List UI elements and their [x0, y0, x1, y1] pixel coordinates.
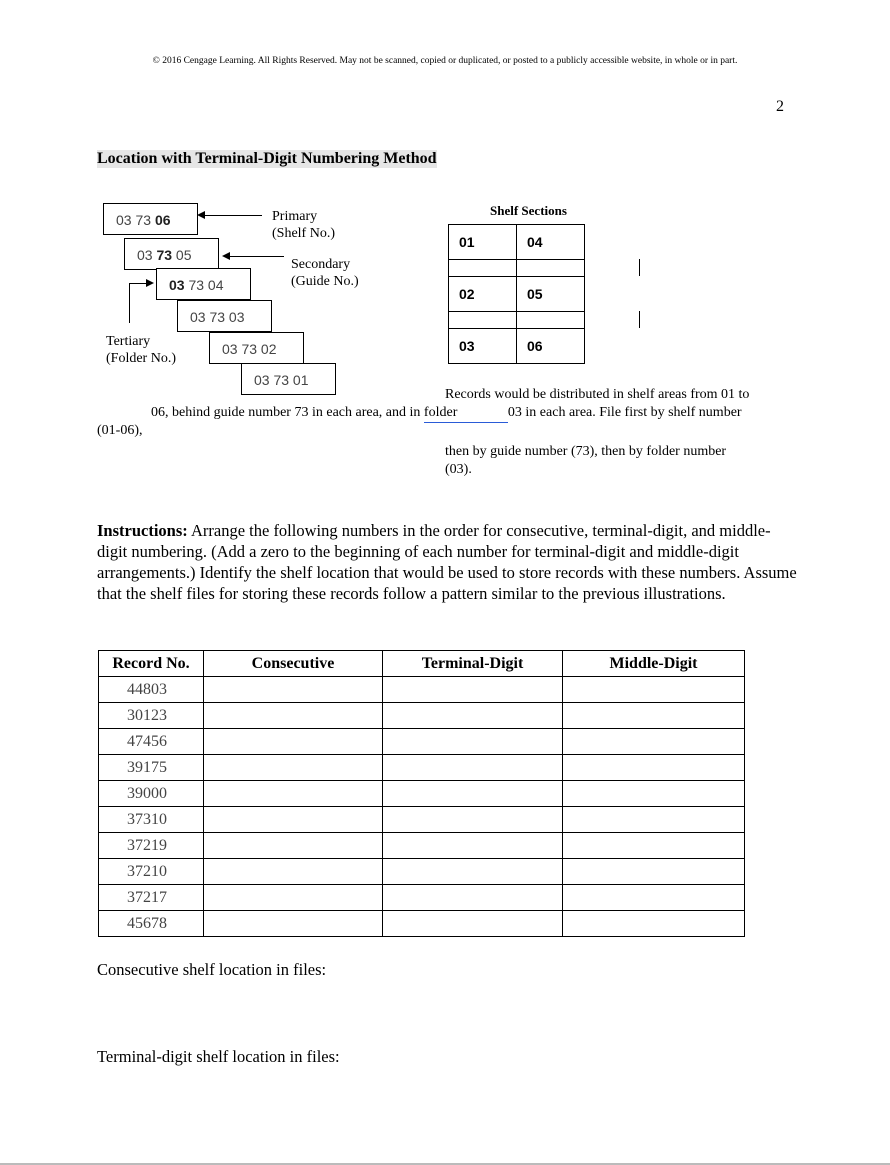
secondary-label: Secondary (Guide No.) — [291, 257, 359, 289]
column-header: Terminal-Digit — [383, 651, 563, 677]
middle-digit-cell[interactable] — [563, 677, 745, 703]
consecutive-label: Consecutive shelf location in files: — [97, 960, 327, 979]
consecutive-cell[interactable] — [204, 885, 383, 911]
folder-card: 03 73 02 — [209, 332, 304, 364]
explanation-text: 06, behind guide number 73 in each area, and in folder 03 in each area. File first by shelf number — [151, 404, 742, 423]
arrow-primary — [200, 215, 262, 216]
middle-digit-cell[interactable] — [563, 885, 745, 911]
explanation-text: (01-06), — [97, 423, 143, 438]
terminal-digit-cell[interactable] — [383, 885, 563, 911]
record-number: 37310 — [99, 807, 204, 833]
divider — [639, 259, 640, 276]
middle-digit-cell[interactable] — [563, 833, 745, 859]
shelf-title: Shelf Sections — [490, 203, 567, 218]
column-header: Consecutive — [204, 651, 383, 677]
arrow-tertiary-stem — [129, 283, 130, 323]
folder-card: 03 73 04 — [156, 268, 251, 300]
record-number: 39175 — [99, 755, 204, 781]
explanation-text: then by guide number (73), then by folder number — [445, 444, 727, 459]
folder-link[interactable]: folder — [424, 404, 508, 423]
consecutive-cell[interactable] — [204, 833, 383, 859]
table-row — [99, 703, 745, 729]
table-row — [99, 911, 745, 937]
shelf-cell: 06 — [517, 329, 585, 364]
middle-digit-cell[interactable] — [563, 807, 745, 833]
middle-digit-cell[interactable] — [563, 703, 745, 729]
shelf-cell: 03 — [449, 329, 517, 364]
consecutive-cell[interactable] — [204, 729, 383, 755]
terminal-label: Terminal-digit shelf location in files: — [97, 1047, 340, 1066]
folder-card: 03 73 03 — [177, 300, 272, 332]
shelf-cell: 04 — [517, 225, 585, 260]
consecutive-cell[interactable] — [204, 807, 383, 833]
middle-digit-cell[interactable] — [563, 859, 745, 885]
middle-digit-cell[interactable] — [563, 729, 745, 755]
consecutive-cell[interactable] — [204, 703, 383, 729]
terminal-digit-cell[interactable] — [383, 833, 563, 859]
consecutive-cell[interactable] — [204, 911, 383, 937]
shelf-cell: 01 — [449, 225, 517, 260]
shelf-sections-table — [448, 224, 585, 364]
folder-card: 03 73 06 — [103, 203, 198, 235]
arrowhead-icon — [197, 211, 205, 219]
table-row — [99, 755, 745, 781]
table-row — [99, 885, 745, 911]
terminal-digit-cell[interactable] — [383, 911, 563, 937]
record-number: 39000 — [99, 781, 204, 807]
page-number: 2 — [776, 98, 784, 115]
instructions: Instructions: Arrange the following numbers in the order for consecutive, terminal-digit, and middle-digit numbering. (Add a zero to the beginning of each number for terminal-digit and middle-digit arrangements.) Identify the shelf location that would be used to store records with these numbers. Assume that the shelf files for storing these records follow a pattern similar to the previous illustrations. — [97, 521, 797, 603]
terminal-digit-cell[interactable] — [383, 755, 563, 781]
column-header: Middle-Digit — [563, 651, 745, 677]
arrowhead-icon — [222, 252, 230, 260]
terminal-digit-cell[interactable] — [383, 729, 563, 755]
consecutive-cell[interactable] — [204, 859, 383, 885]
middle-digit-cell[interactable] — [563, 911, 745, 937]
record-number: 37219 — [99, 833, 204, 859]
explanation-text: (03). — [445, 462, 472, 477]
copyright-notice: © 2016 Cengage Learning. All Rights Reserved. May not be scanned, copied or duplicated, or posted to a publicly accessible website, in whole or in part. — [152, 56, 738, 66]
folder-card: 03 73 01 — [241, 363, 336, 395]
table-row — [99, 859, 745, 885]
record-number: 30123 — [99, 703, 204, 729]
table-row — [99, 833, 745, 859]
record-number: 47456 — [99, 729, 204, 755]
explanation-text: Records would be distributed in shelf areas from 01 to — [445, 387, 750, 402]
folder-card: 03 73 05 — [124, 238, 219, 270]
shelf-cell: 02 — [449, 277, 517, 312]
table-row — [99, 729, 745, 755]
table-row — [99, 807, 745, 833]
tertiary-label: Tertiary (Folder No.) — [106, 334, 176, 366]
divider — [639, 311, 640, 328]
terminal-digit-cell[interactable] — [383, 677, 563, 703]
arrow-secondary — [224, 256, 284, 257]
column-header: Record No. — [99, 651, 204, 677]
section-title: Location with Terminal-Digit Numbering Method — [97, 150, 437, 167]
consecutive-cell[interactable] — [204, 755, 383, 781]
arrowhead-icon — [146, 279, 154, 287]
terminal-digit-cell[interactable] — [383, 859, 563, 885]
records-table — [98, 650, 745, 937]
record-number: 37217 — [99, 885, 204, 911]
consecutive-cell[interactable] — [204, 677, 383, 703]
middle-digit-cell[interactable] — [563, 755, 745, 781]
consecutive-cell[interactable] — [204, 781, 383, 807]
shelf-cell: 05 — [517, 277, 585, 312]
record-number: 37210 — [99, 859, 204, 885]
table-row — [99, 781, 745, 807]
record-number: 44803 — [99, 677, 204, 703]
terminal-digit-cell[interactable] — [383, 781, 563, 807]
terminal-digit-cell[interactable] — [383, 703, 563, 729]
terminal-digit-cell[interactable] — [383, 807, 563, 833]
primary-label: Primary (Shelf No.) — [272, 209, 335, 241]
arrow-tertiary — [129, 283, 146, 284]
table-row — [99, 677, 745, 703]
record-number: 45678 — [99, 911, 204, 937]
middle-digit-cell[interactable] — [563, 781, 745, 807]
